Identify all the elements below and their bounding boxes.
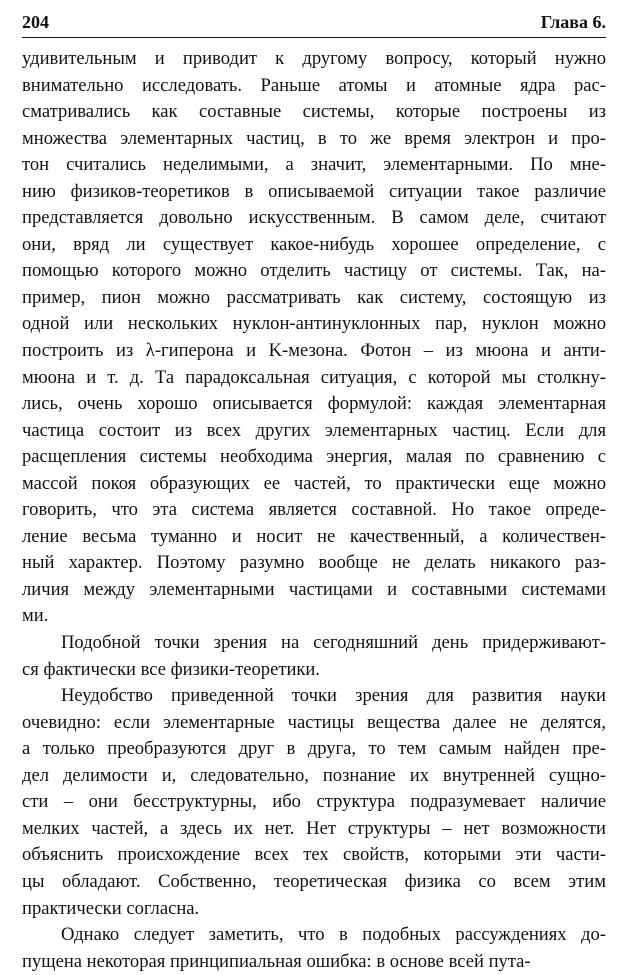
paragraph	[22, 630, 606, 683]
text-line: говорить, что эта система является составной. Но такое опреде-	[22, 499, 606, 521]
text-line: Однако следует заметить, что в подобных рассуждениях до-	[61, 924, 606, 946]
text-line: а только преобразуются друг в друга, то тем самым найден пре-	[22, 738, 606, 760]
text-line: ный характер. Поэтому разумно вообще не делать никакого раз-	[22, 552, 606, 574]
text-line: построить из λ-гиперона и K-мезона. Фотон – из мюона и анти-	[22, 340, 606, 362]
text-line: нию физиков-теоретиков в описываемой ситуации такое различие	[22, 180, 606, 202]
text-line: одной или нескольких нуклон-антинуклонных пар, нуклон можно	[22, 313, 606, 335]
paragraph	[22, 683, 606, 922]
text-line: частица состоит из всех других элементарных частиц. Если для	[22, 419, 606, 441]
text-line: пущена некоторая принципиальная ошибка: в основе всей пута-	[22, 950, 531, 972]
text-line: расщепления системы необходима энергия, малая по сравнению с	[22, 446, 606, 468]
text-line: мюона и т. д. Та парадоксальная ситуация, с которой мы столкну-	[22, 366, 606, 388]
paragraph	[22, 46, 606, 630]
header-divider	[22, 37, 606, 38]
text-line: очевидно: если элементарные частицы вещества далее не делятся,	[22, 711, 606, 733]
text-line: удивительным и приводит к другому вопросу, который нужно	[22, 48, 606, 69]
text-line: помощью которого можно отделить частицу от системы. Так, на-	[22, 260, 606, 282]
text-line: личия между элементарными частицами и составными системами	[22, 578, 606, 600]
text-line: сматривались как составные системы, которые построены из	[22, 101, 606, 123]
running-header	[22, 12, 606, 36]
text-line: мелких частей, а здесь их нет. Нет структуры – нет возможности	[22, 817, 606, 839]
text-line: пример, пион можно рассматривать как систему, состоящую из	[22, 286, 606, 308]
text-line: дел делимости и, следовательно, познание их внутренней сущно-	[22, 764, 606, 786]
text-line: Неудобство приведенной точки зрения для развития науки	[61, 685, 606, 707]
text-line: Подобной точки зрения на сегодняшний день придерживают-	[61, 632, 606, 654]
text-line: ми.	[22, 605, 49, 627]
text-line: тон считались неделимыми, а значит, элементарными. По мне-	[22, 154, 606, 176]
text-line: лись, очень хорошо описывается формулой: каждая элементарная	[22, 393, 606, 415]
chapter-title: Глава 6.	[540, 12, 606, 32]
text-line: массой покоя образующих ее частей, то практически еще можно	[22, 472, 606, 494]
text-line: сти – они бесструктурны, ибо структура подразумевает наличие	[22, 791, 606, 813]
text-line: представляется довольно искусственным. В самом деле, считают	[22, 207, 606, 229]
text-line: множества элементарных частиц, в то же время электрон и про-	[22, 127, 606, 149]
page-number: 204	[22, 12, 49, 32]
body-text	[22, 46, 606, 975]
text-line: ся фактически все физики-теоретики.	[22, 658, 321, 680]
text-line: объяснить происхождение всех тех свойств, которыми эти части-	[22, 844, 606, 866]
text-line: внимательно исследовать. Раньше атомы и атомные ядра рас-	[22, 74, 606, 96]
text-line: они, вряд ли существует какое-нибудь хорошее определение, с	[22, 233, 606, 255]
paragraph	[22, 922, 606, 975]
text-line: практически согласна.	[22, 897, 200, 919]
text-line: ление весьма туманно и носит не качественный, а количествен-	[22, 525, 606, 547]
text-line: цы обладают. Собственно, теоретическая физика со всем этим	[22, 870, 606, 892]
